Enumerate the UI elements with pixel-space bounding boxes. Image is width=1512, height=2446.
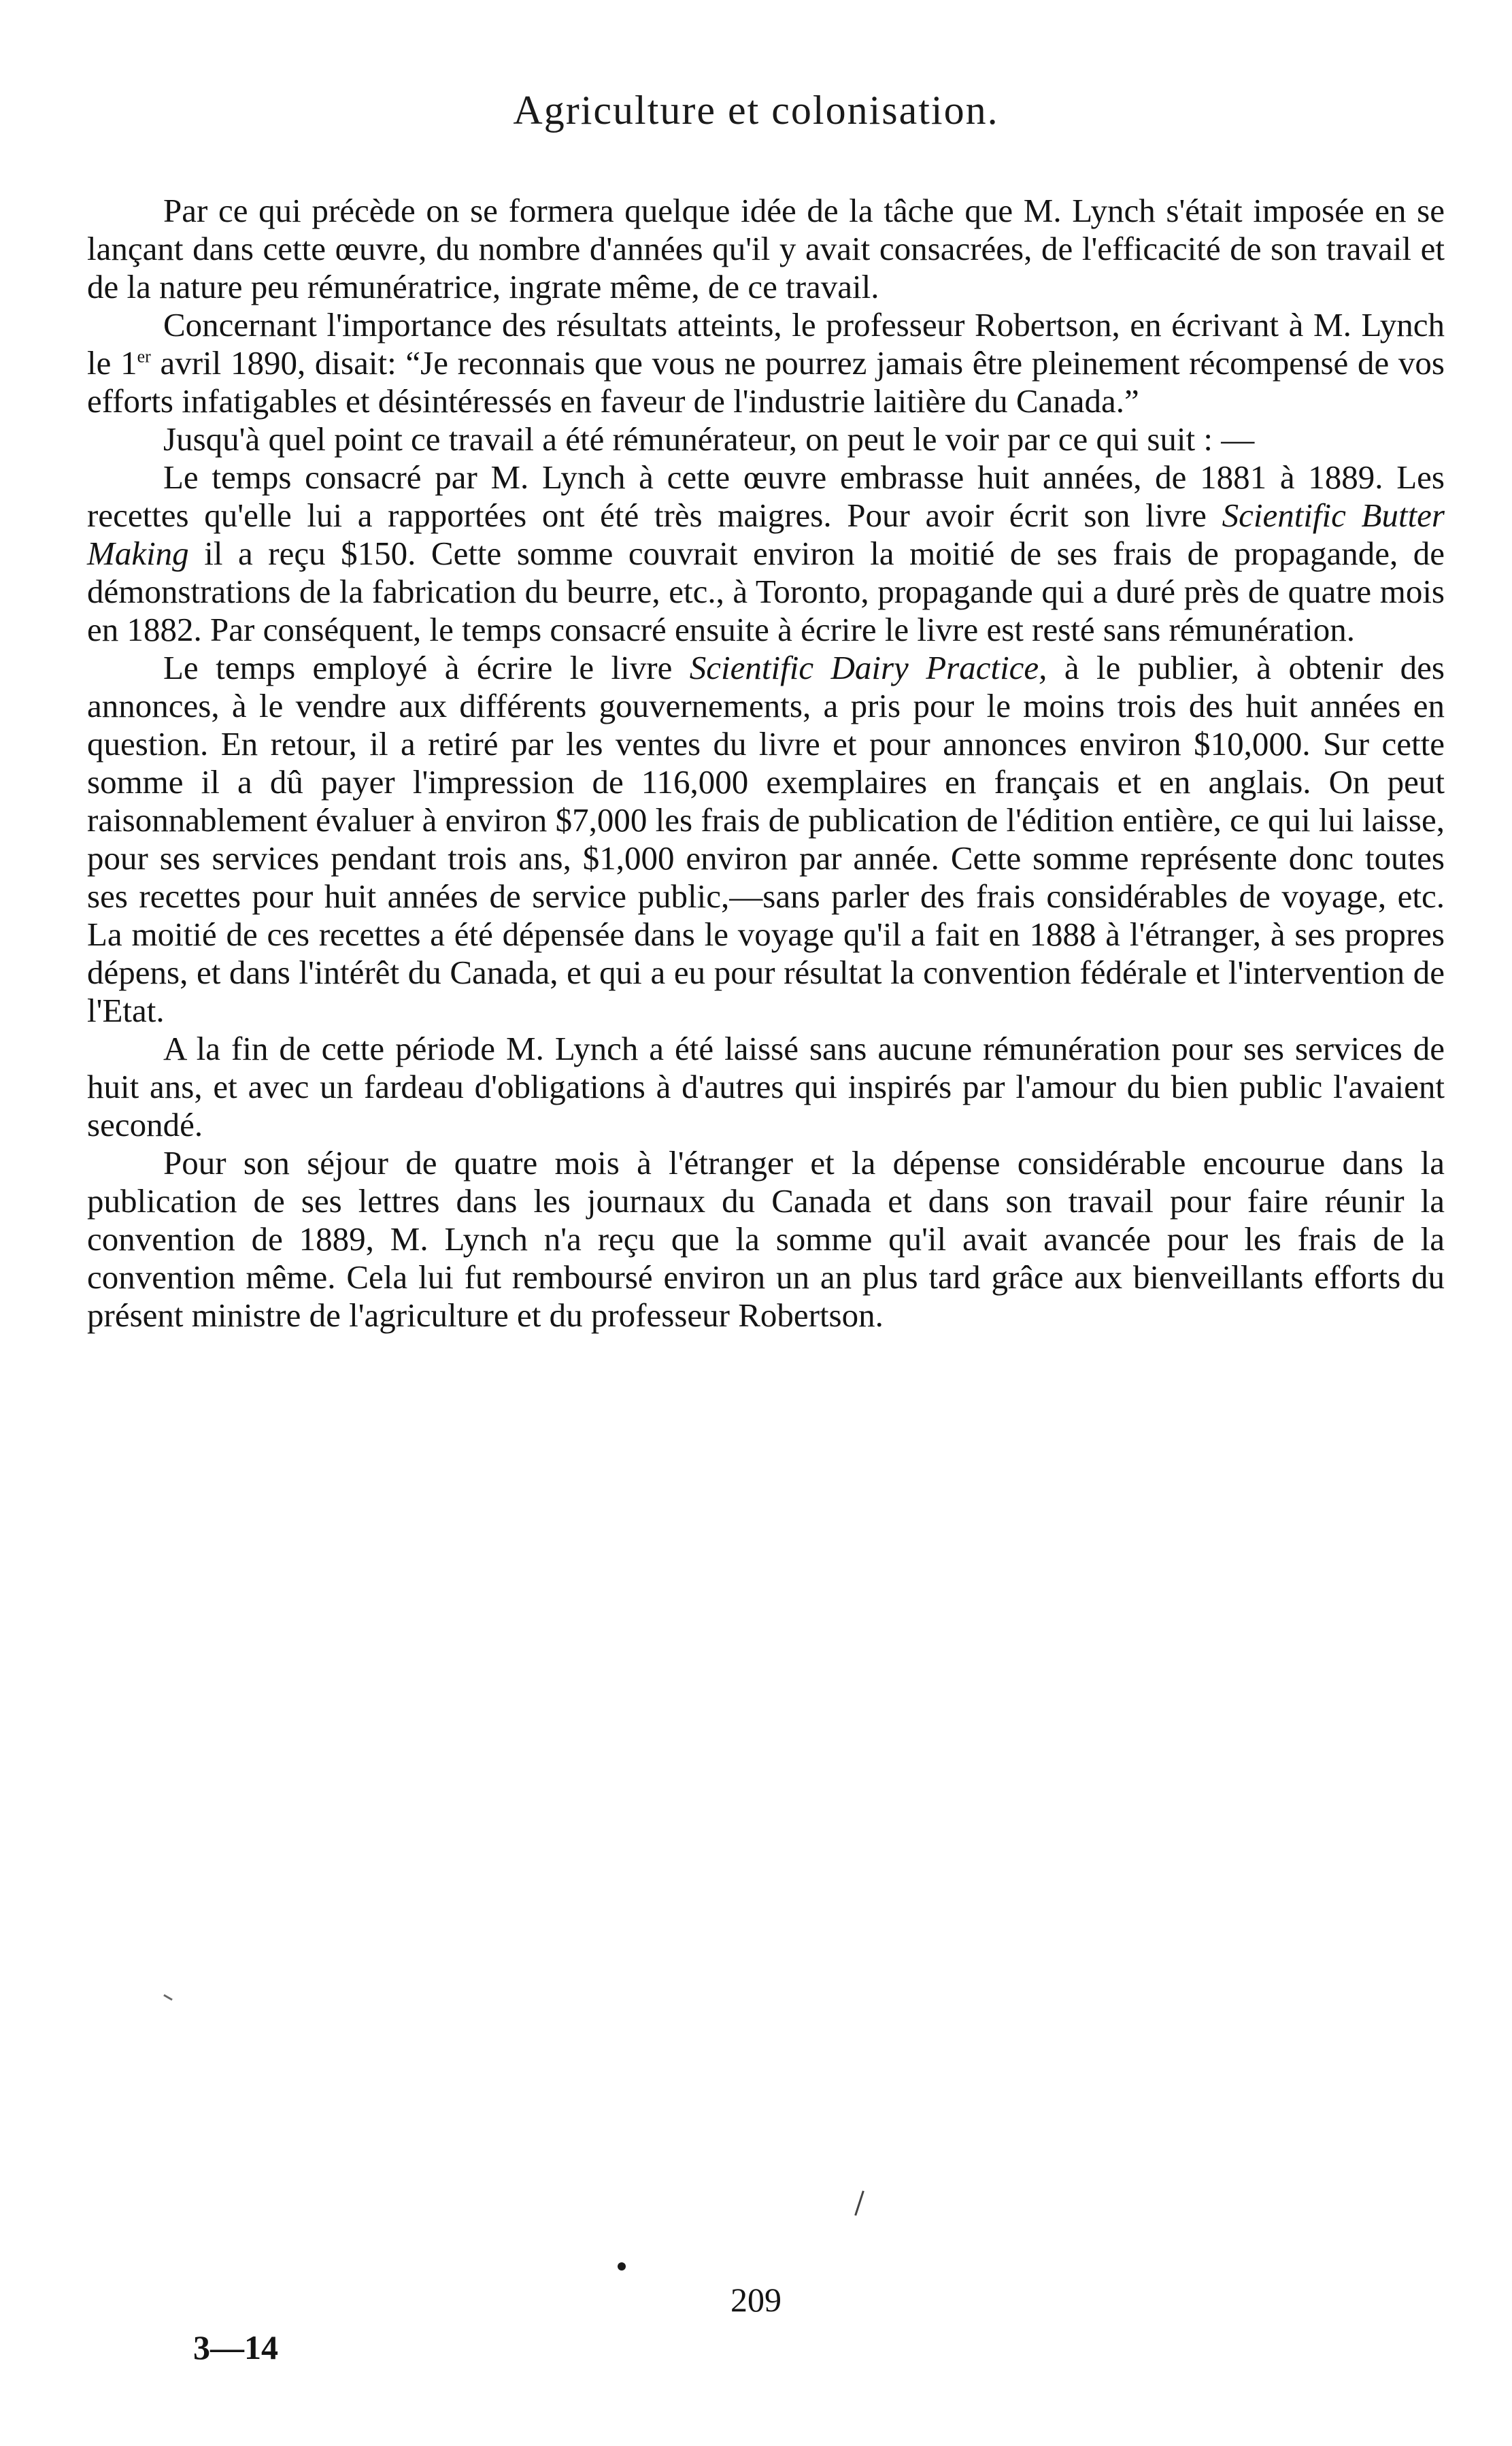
paragraph-text: Jusqu'à quel point ce travail a été rémunérateur, on peut le voir par ce qui suit : — [163,420,1255,458]
paragraph-text: Le temps consacré par M. Lynch à cette œuvre embrasse huit années, de 1881 à 1889. Les recettes qu'elle lui a rapportées ont été très maigres. Pour avoir écrit son livre [87,458,1445,534]
paragraph [87,1144,1445,1335]
paragraph [87,1030,1445,1144]
paragraph-text: Le temps employé à écrire le livre [163,649,690,686]
paragraph-text: Pour son séjour de quatre mois à l'étranger et la dépense considérable encourue dans la publication de ses lettres dans les journaux du Canada et dans son travail pour faire réunir la convention de 1889, M. Lynch n'a reçu que la somme qu'il avait avancée pour les frais de la convention même. Cela lui fut remboursé environ un an plus tard grâce aux bienveillants efforts du présent ministre de l'agriculture et du professeur Robertson. [87,1144,1445,1334]
stray-mark [163,1994,173,2001]
paragraph [87,420,1445,458]
stray-mark [854,2190,864,2215]
paragraph-text: A la fin de cette période M. Lynch a été laissé sans aucune rémunération pour ses services de huit ans, et avec un fardeau d'obligations à d'autres qui inspirés par l'amour du bien public l'avaient secondé. [87,1030,1445,1143]
paragraph [87,649,1445,1030]
paragraph-text: Par ce qui précède on se formera quelque idée de la tâche que M. Lynch s'était imposée en se lançant dans cette œuvre, du nombre d'années qu'il y avait consacrées, de l'efficacité de son travail et de la nature peu rémunératrice, ingrate même, de ce travail. [87,192,1445,305]
ordinal-superscript: er [137,346,151,367]
running-head: Agriculture et colonisation. [513,88,999,133]
paragraph-text: à le publier, à obtenir des annonces, à le vendre aux différents gouvernements, a pris pour le moins trois des huit années en question. En retour, il a retiré par les ventes du livre et pour annonces environ $10,000. Sur cette somme il a dû payer l'impression de 116,000 exemplaires en français et en anglais. On peut raisonnablement évaluer à environ $7,000 les frais de publication de l'édition entière, ce qui lui laisse, pour ses services pendant trois ans, $1,000 environ par année. Cette somme représente donc toutes ses recettes pour huit années de service public,—sans parler des frais considérables de voyage, etc. La moitié de ces recettes a été dépensée dans le voyage qu'il a fait en 1888 à l'étranger, à ses propres dépens, et dans l'intérêt du Canada, et qui a eu pour résultat la convention fédérale et l'intervention de l'Etat. [87,649,1445,1029]
body-text [87,192,1445,1335]
book-title: Scientific Dairy Practice, [689,649,1047,686]
paragraph-text: Concernant l'importance des résultats atteints, le professeur Robertson, en écrivant à M. Lynch le 1 [87,306,1445,382]
book-title: Scientific Butter Making [87,497,1445,572]
paragraph-text: avril 1890, disait: “Je reconnais que vous ne pourrez jamais être pleinement récompensé de vos efforts infatigables et désintéressés en faveur de l'industrie laitière du Canada.” [87,344,1445,420]
paragraph-text: il a reçu $150. Cette somme couvrait environ la moitié de ses frais de propagande, de démonstrations de la fabrication du beurre, etc., à Toronto, propagande qui a duré près de quatre mois en 1882. Par conséquent, le temps consacré ensuite à écrire le livre est resté sans rémunération. [87,535,1445,648]
paragraph [87,306,1445,420]
page-number: 209 [730,2281,782,2319]
stray-dot [618,2262,626,2271]
signature-mark: 3—14 [193,2328,278,2366]
paragraph [87,458,1445,649]
paragraph [87,192,1445,306]
